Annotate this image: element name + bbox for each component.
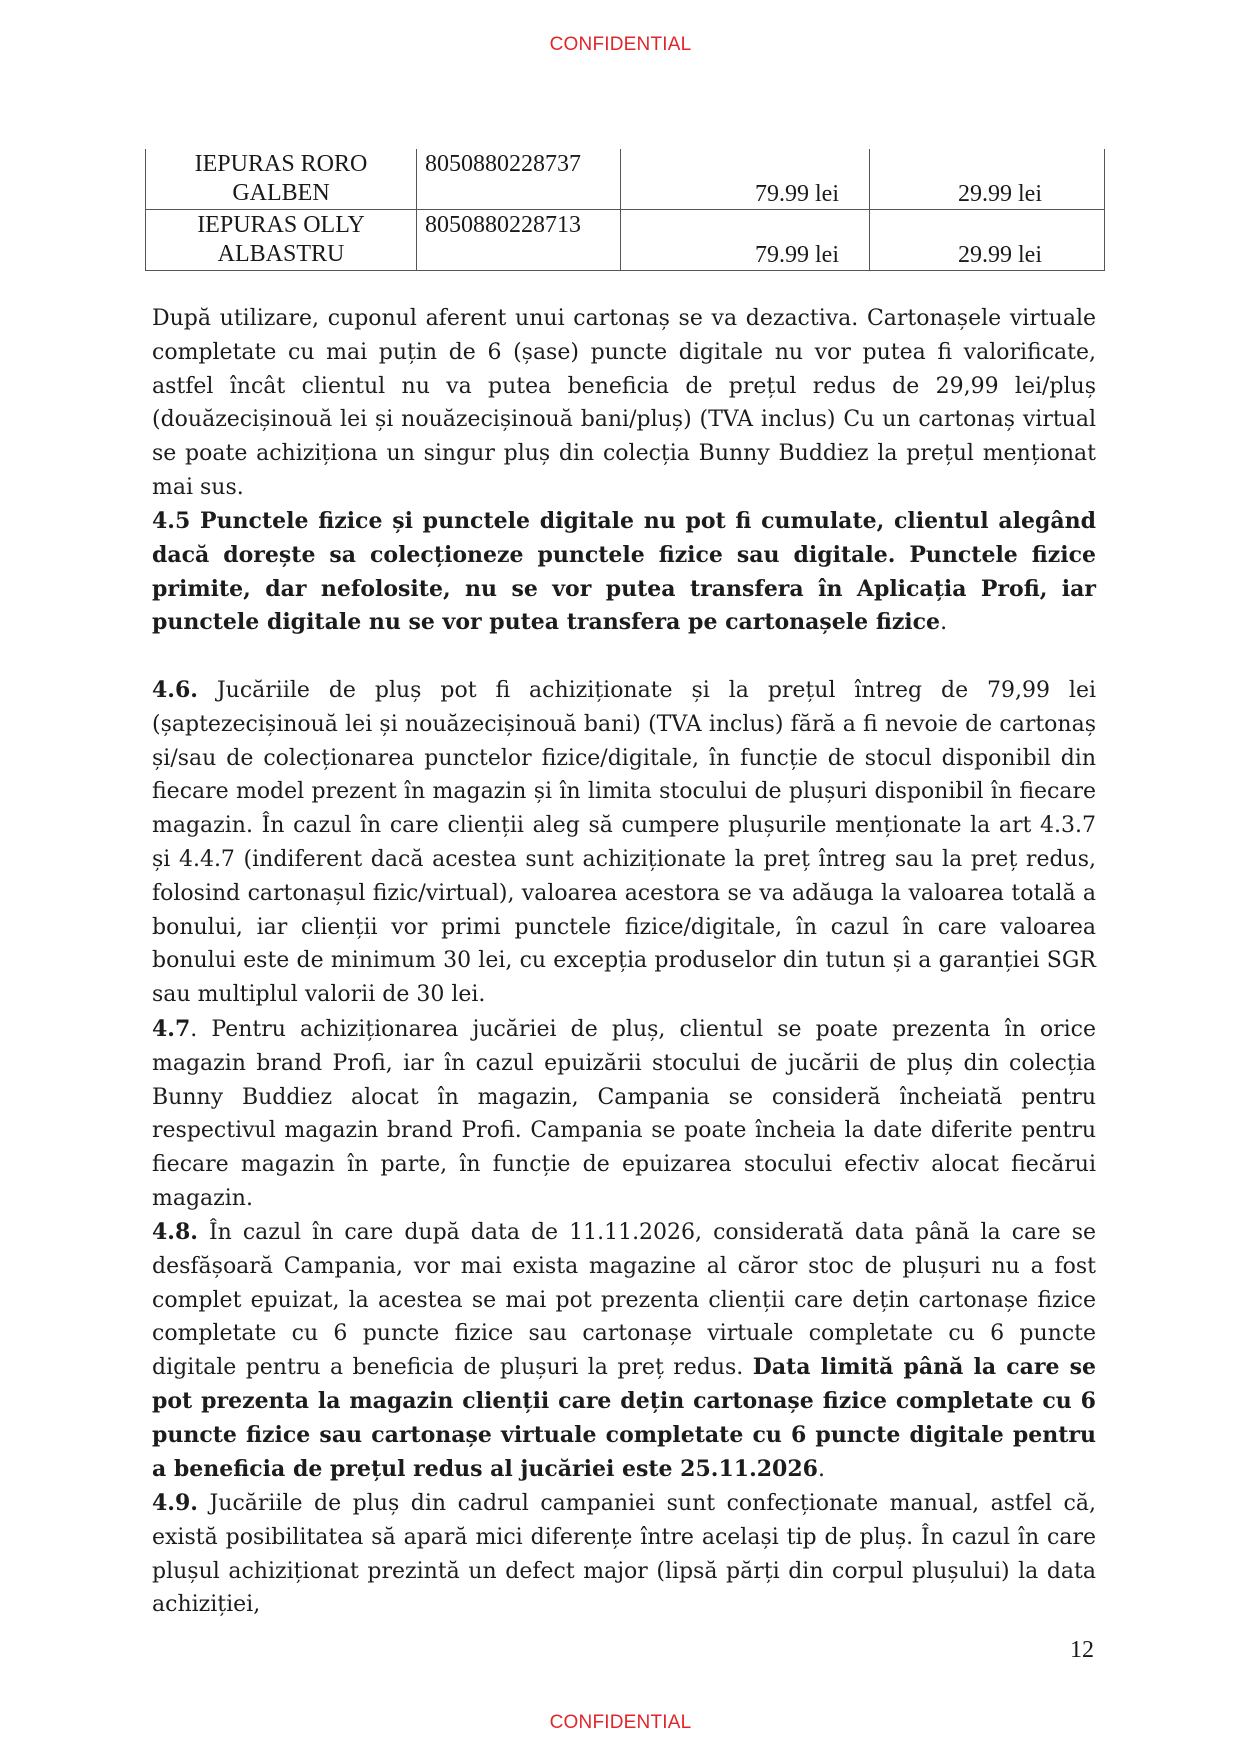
- product-name-line: IEPURAS RORO: [194, 151, 368, 177]
- paragraph-4-5-bold: 4.5 Punctele fizice și punctele digitale nu pot fi cumulate, clientul alegând dacă dorește sa colecționeze punctele fizice sau digitale. Punctele fizice primite, dar nefolosite, nu se vor putea transfera în Aplicația Profi, iar punctele digitale nu se vor putea transfera pe cartonașele fizice: [152, 508, 1096, 636]
- table-row: [146, 149, 1105, 210]
- full-price-cell: 79.99 lei: [621, 210, 870, 271]
- confidential-footer: CONFIDENTIAL: [549, 1712, 692, 1733]
- page-number: 12: [1070, 1637, 1094, 1663]
- confidential-header: CONFIDENTIAL: [549, 34, 692, 55]
- section-number: 4.6.: [152, 677, 198, 703]
- product-name-cell: [146, 210, 417, 271]
- paragraph-4-7: [152, 1013, 1096, 1216]
- product-code-cell: 8050880228737: [417, 149, 621, 210]
- product-name-line: IEPURAS OLLY: [197, 212, 365, 238]
- paragraph-4-7-text: . Pentru achiziționarea jucăriei de pluș, clientul se poate prezenta în orice magazin brand Profi, iar în cazul epuizării stocului de jucării de pluș din colecția Bunny Buddiez alocat în magazin, Campania se consideră încheiată pentru respectivul magazin brand Profi. Campania se poate încheia la date diferite pentru fiecare magazin în parte, în funcție de epuizarea stocului efectiv alocat fiecărui magazin.: [152, 1017, 1096, 1211]
- section-number: 4.7: [152, 1016, 191, 1042]
- paragraph-4-8-tail: .: [817, 1456, 825, 1482]
- product-name-line: ALBASTRU: [217, 241, 345, 267]
- paragraph-4-9-text: Jucăriile de pluș din cadrul campaniei sunt confecționate manual, astfel că, există posibilitatea să apară mici diferențe între același tip de pluș. În cazul în care plușul achiziționat prezintă un defect major (lipsă părți din corpul plușului) la data achiziției,: [152, 1491, 1096, 1618]
- paragraph-4-5: [152, 505, 1096, 640]
- paragraph-4-8-text: În cazul în care după data de 11.11.2026, considerată data până la care se desfășoară Campania, vor mai exista magazine al căror stoc de plușuri nu a fost complet epuizat, la acestea se mai pot prezenta clienții care dețin cartonașe fizice completate cu 6 puncte fizice sau cartonașe virtuale completate cu 6 puncte digitale pentru a beneficia de plușuri la preț redus.: [152, 1220, 1096, 1381]
- product-code-cell: 8050880228713: [417, 210, 621, 271]
- paragraph-4-9: [152, 1487, 1096, 1622]
- product-name-line: GALBEN: [232, 180, 330, 206]
- paragraph-4-6-text: Jucăriile de pluș pot fi achiziționate și la prețul întreg de 79,99 lei (șaptezecișinouă lei și nouăzecișinouă bani) (TVA inclus) fără a fi nevoie de cartonaș și/sau de colecționarea punctelor fizice/digitale, în funcție de stocul disponibil din fiecare model prezent în magazin și în limita stocului de plușuri disponibil în fiecare magazin. În cazul în care clienții aleg să cumpere plușurile menționate la art 4.3.7 și 4.4.7 (indiferent dacă acestea sunt achiziționate la preț întreg sau la preț redus, folosind cartonașul fizic/virtual), valoarea acestora se va adăuga la valoarea totală a bonului, iar clienții vor primi punctele fizice/digitale, în cazul în care valoarea bonului este de minimum 30 lei, cu excepția produselor din tutun și a garanției SGR sau multiplul valorii de 30 lei.: [152, 678, 1096, 1008]
- paragraph-4-5-tail: .: [940, 610, 948, 636]
- paragraph-4-8-bold: Data limită până la care se pot prezenta la magazin clienții care dețin cartonașe fizice completate cu 6 puncte fizice sau cartonașe virtuale completate cu 6 puncte digitale pentru a beneficia de prețul redus al jucăriei este 25.11.2026: [152, 1354, 1096, 1482]
- product-table: [145, 149, 1105, 271]
- paragraph-4-8: [152, 1216, 1096, 1486]
- full-price-cell: 79.99 lei: [621, 149, 870, 210]
- paragraph-4-6: [152, 674, 1096, 1012]
- paragraph-coupon-deactivation: După utilizare, cuponul aferent unui cartonaș se va dezactiva. Cartonașele virtuale completate cu mai puțin de 6 (șase) puncte digitale nu vor putea fi valorificate, astfel încât clientul nu va putea beneficia de prețul redus de 29,99 lei/pluș (douăzecișinouă lei și nouăzecișinouă bani/pluș) (TVA inclus) Cu un cartonaș virtual se poate achiziționa un singur pluș din colecția Bunny Buddiez la prețul menționat mai sus.: [152, 306, 1096, 500]
- reduced-price-cell: 29.99 lei: [870, 210, 1105, 271]
- table-row: [146, 210, 1105, 271]
- section-number: 4.9.: [152, 1490, 198, 1516]
- product-name-cell: [146, 149, 417, 210]
- reduced-price-cell: 29.99 lei: [870, 149, 1105, 210]
- section-number: 4.8.: [152, 1219, 198, 1245]
